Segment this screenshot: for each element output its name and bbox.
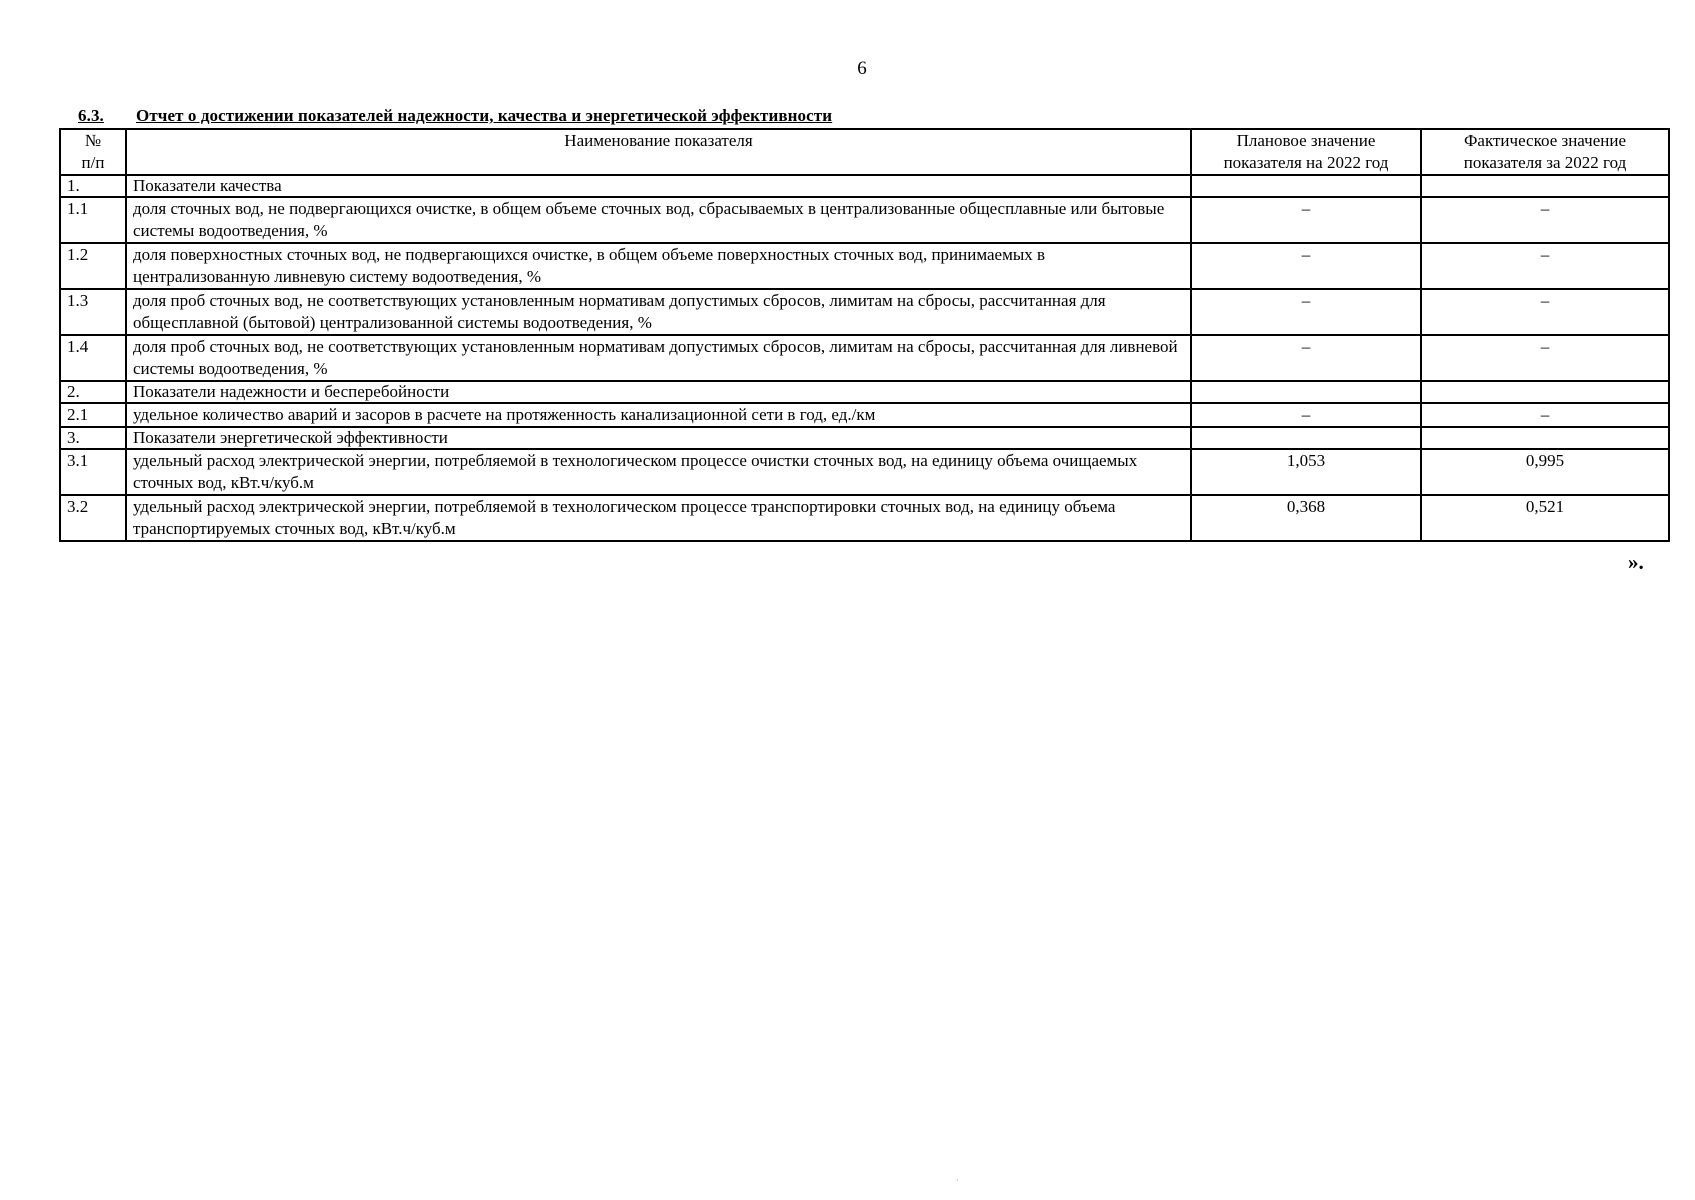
row-fact: – bbox=[1421, 243, 1669, 289]
row-name: удельный расход электрической энергии, потребляемой в технологическом процессе очистки сточных вод, на единицу объема очищаемых сточных вод, кВт.ч/куб.м bbox=[126, 449, 1191, 495]
row-num: 3.1 bbox=[60, 449, 126, 495]
row-plan: 1,053 bbox=[1191, 449, 1421, 495]
table-row bbox=[60, 403, 1669, 427]
indicators-table bbox=[59, 128, 1670, 542]
table-header-row bbox=[60, 129, 1669, 175]
table-row bbox=[60, 197, 1669, 243]
row-plan: – bbox=[1191, 403, 1421, 427]
row-plan bbox=[1191, 381, 1421, 403]
row-num: 1.2 bbox=[60, 243, 126, 289]
row-num: 1. bbox=[60, 175, 126, 197]
row-plan: – bbox=[1191, 335, 1421, 381]
row-fact: – bbox=[1421, 289, 1669, 335]
table-row bbox=[60, 175, 1669, 197]
table-row bbox=[60, 449, 1669, 495]
row-fact: 0,521 bbox=[1421, 495, 1669, 541]
row-num: 1.3 bbox=[60, 289, 126, 335]
header-name: Наименование показателя bbox=[126, 129, 1191, 175]
row-num: 2.1 bbox=[60, 403, 126, 427]
row-num: 3. bbox=[60, 427, 126, 449]
table-row bbox=[60, 381, 1669, 403]
row-num: 1.4 bbox=[60, 335, 126, 381]
closing-quote-mark: ». bbox=[1628, 550, 1644, 574]
row-name: доля поверхностных сточных вод, не подвергающихся очистке, в общем объеме поверхностных сточных вод, принимаемых в централизованную ливневую систему водоотведения, % bbox=[126, 243, 1191, 289]
table-row bbox=[60, 335, 1669, 381]
row-plan: – bbox=[1191, 289, 1421, 335]
row-name: удельный расход электрической энергии, потребляемой в технологическом процессе транспортировки сточных вод, на единицу объема транспортируемых сточных вод, кВт.ч/куб.м bbox=[126, 495, 1191, 541]
header-num: № п/п bbox=[60, 129, 126, 175]
row-fact: 0,995 bbox=[1421, 449, 1669, 495]
header-plan: Плановое значение показателя на 2022 год bbox=[1191, 129, 1421, 175]
table-row bbox=[60, 289, 1669, 335]
row-fact bbox=[1421, 175, 1669, 197]
row-name: удельное количество аварий и засоров в расчете на протяженность канализационной сети в год, ед./км bbox=[126, 403, 1191, 427]
table-row bbox=[60, 427, 1669, 449]
row-plan: – bbox=[1191, 197, 1421, 243]
row-fact: – bbox=[1421, 197, 1669, 243]
row-plan bbox=[1191, 175, 1421, 197]
row-num: 1.1 bbox=[60, 197, 126, 243]
header-fact: Фактическое значение показателя за 2022 год bbox=[1421, 129, 1669, 175]
row-plan: – bbox=[1191, 243, 1421, 289]
table-row bbox=[60, 495, 1669, 541]
scan-dot: · bbox=[956, 1176, 959, 1185]
row-fact bbox=[1421, 381, 1669, 403]
section-title: Отчет о достижении показателей надежности, качества и энергетической эффективности bbox=[136, 106, 833, 125]
page-number: 6 bbox=[857, 58, 867, 79]
section-number: 6.3. bbox=[78, 106, 104, 125]
row-fact: – bbox=[1421, 335, 1669, 381]
row-fact bbox=[1421, 427, 1669, 449]
row-name: доля сточных вод, не подвергающихся очистке, в общем объеме сточных вод, сбрасываемых в централизованные общесплавные или бытовые системы водоотведения, % bbox=[126, 197, 1191, 243]
row-name: Показатели качества bbox=[126, 175, 1191, 197]
row-name: доля проб сточных вод, не соответствующих установленным нормативам допустимых сбросов, лимитам на сбросы, рассчитанная для ливневой системы водоотведения, % bbox=[126, 335, 1191, 381]
row-num: 2. bbox=[60, 381, 126, 403]
row-name: Показатели энергетической эффективности bbox=[126, 427, 1191, 449]
section-heading bbox=[78, 106, 832, 126]
table-row bbox=[60, 243, 1669, 289]
row-num: 3.2 bbox=[60, 495, 126, 541]
row-plan bbox=[1191, 427, 1421, 449]
row-name: доля проб сточных вод, не соответствующих установленным нормативам допустимых сбросов, лимитам на сбросы, рассчитанная для общесплавной (бытовой) централизованной системы водоотведения, % bbox=[126, 289, 1191, 335]
row-name: Показатели надежности и бесперебойности bbox=[126, 381, 1191, 403]
row-plan: 0,368 bbox=[1191, 495, 1421, 541]
row-fact: – bbox=[1421, 403, 1669, 427]
